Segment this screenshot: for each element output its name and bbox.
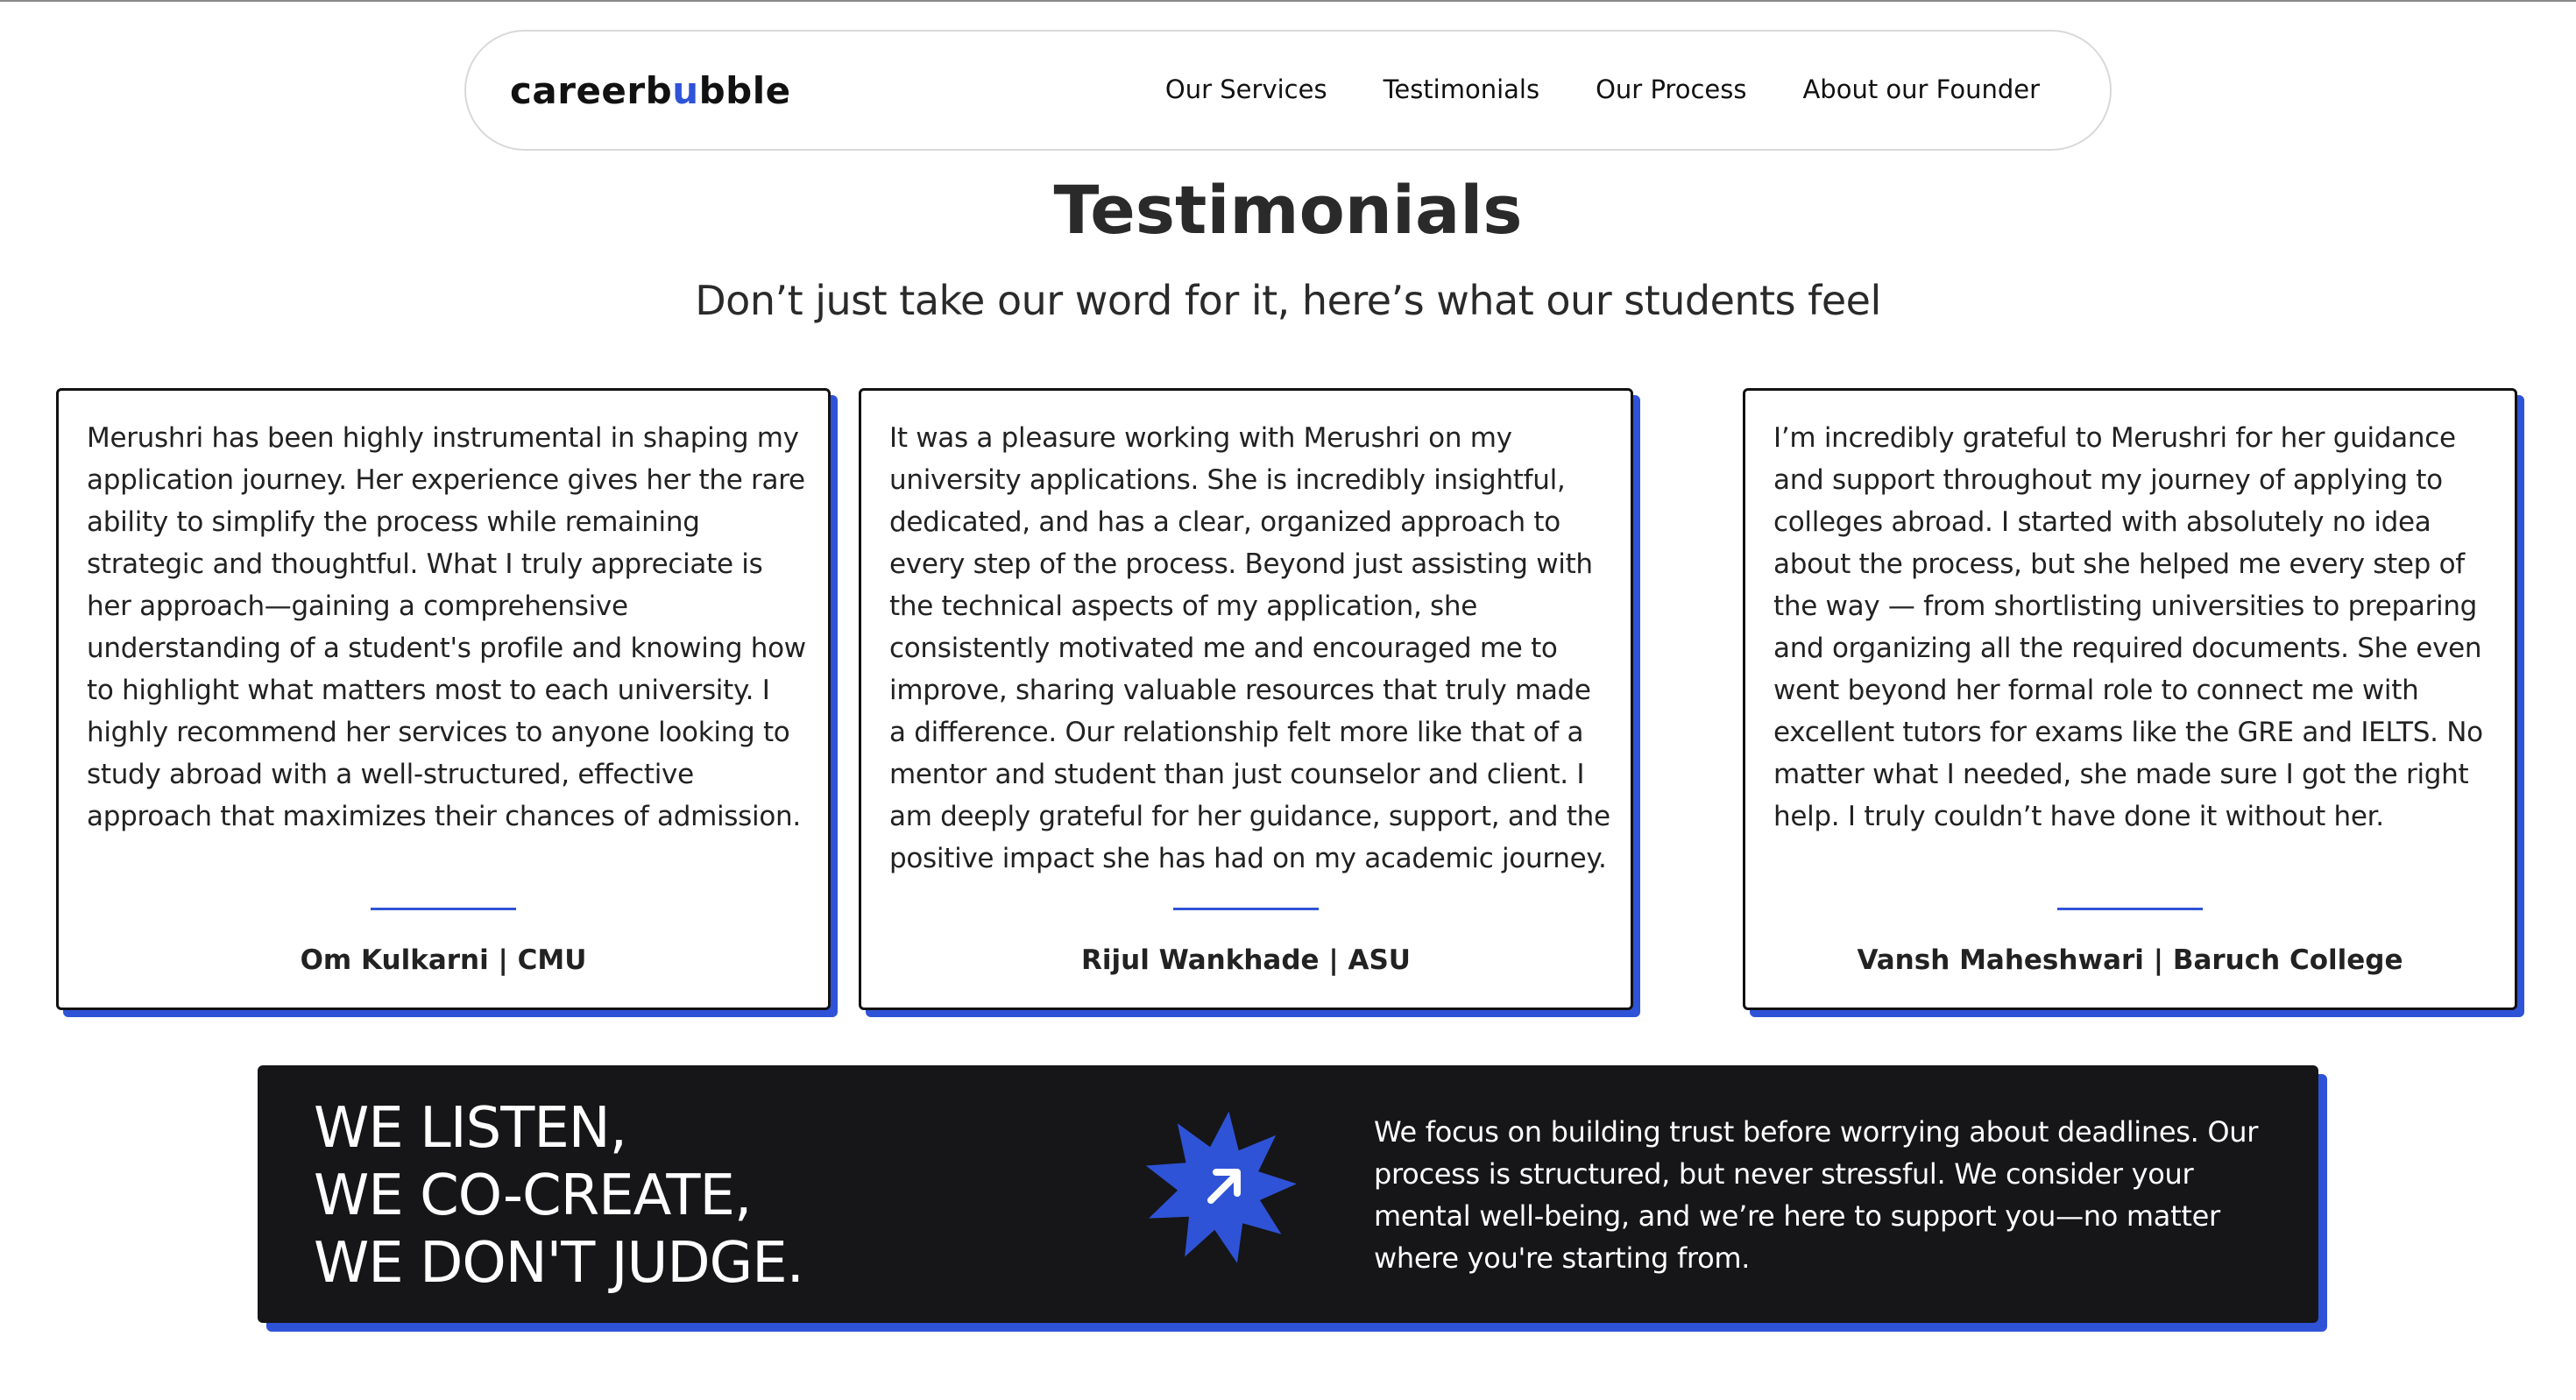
testimonial-card: [56, 388, 831, 1010]
testimonial-author: Rijul Wankhade | ASU: [1081, 944, 1411, 976]
arrow-star-icon: [1143, 1109, 1300, 1267]
nav-links: [1165, 72, 2040, 107]
top-border: [0, 0, 2576, 2]
logo-text-suffix: bble: [698, 69, 791, 112]
testimonial-quote: It was a pleasure working with Merushri on my university applications. She is incredibly insightful, dedicated, and has a clear, organized approach to every step of the process. Beyond just assisting with the technical aspects of my application, she consistently motivated me and encouraged me to improve, sharing valuable resources that truly made a difference. Our relationship felt more like that of a mentor and student than just counselor and client. I am deeply grateful for her guidance, support, and the positive impact she has had on my academic journey.: [889, 422, 1610, 874]
nav-link-our-process[interactable]: Our Process: [1596, 74, 1747, 104]
logo[interactable]: [510, 65, 791, 117]
nav-link-our-services[interactable]: Our Services: [1164, 74, 1327, 104]
nav-link-about-founder[interactable]: About our Founder: [1802, 74, 2040, 104]
testimonial-quote: Merushri has been highly instrumental in shaping my application journey. Her experience gives her the rare ability to simplify the process while remaining strategic and thoughtful. What I truly appreciate is her approach—gaining a comprehensive understanding of a student's profile and knowing how to highlight what matters most to each university. I highly recommend her services to anyone looking to study abroad with a well-structured, effective approach that maximizes their chances of admission.: [87, 422, 806, 832]
logo-text-prefix: careerb: [510, 69, 673, 112]
banner-slogan: [314, 1095, 945, 1297]
slogan-line: WE DON'T JUDGE.: [314, 1231, 803, 1296]
testimonial-author: Vansh Maheshwari | Baruch College: [1857, 944, 2403, 976]
testimonial-card: [1743, 388, 2517, 1010]
card-divider: [2057, 908, 2203, 910]
banner-text: We focus on building trust before worrying about deadlines. Our process is structured, but never stressful. We consider your mental well-being, and we’re here to support you—no matter where you're starting from.: [1374, 1115, 2259, 1275]
values-banner: [258, 1065, 2318, 1323]
testimonial-quote: I’m incredibly grateful to Merushri for her guidance and support throughout my journey of applying to colleges abroad. I started with absolutely no idea about the process, but she helped me every step of the way — from shortlisting universities to preparing and organizing all the required documents. She even went beyond her formal role to connect me with excellent tutors for exams like the GRE and IELTS. No matter what I needed, she made sure I got the right help. I truly couldn’t have done it without her.: [1773, 422, 2483, 832]
page-subtitle: Don’t just take our word for it, here’s what our students feel: [695, 277, 1881, 324]
testimonial-card: [859, 388, 1633, 1010]
logo-text-accent: u: [672, 69, 699, 112]
slogan-line: WE CO-CREATE,: [314, 1163, 752, 1228]
page-title: Testimonials: [1053, 171, 1523, 249]
nav-link-testimonials[interactable]: Testimonials: [1383, 74, 1540, 104]
card-divider: [1173, 908, 1319, 910]
testimonial-author: Om Kulkarni | CMU: [300, 944, 587, 976]
card-divider: [371, 908, 516, 910]
navbar: [464, 30, 2112, 151]
slogan-line: WE LISTEN,: [314, 1096, 626, 1161]
